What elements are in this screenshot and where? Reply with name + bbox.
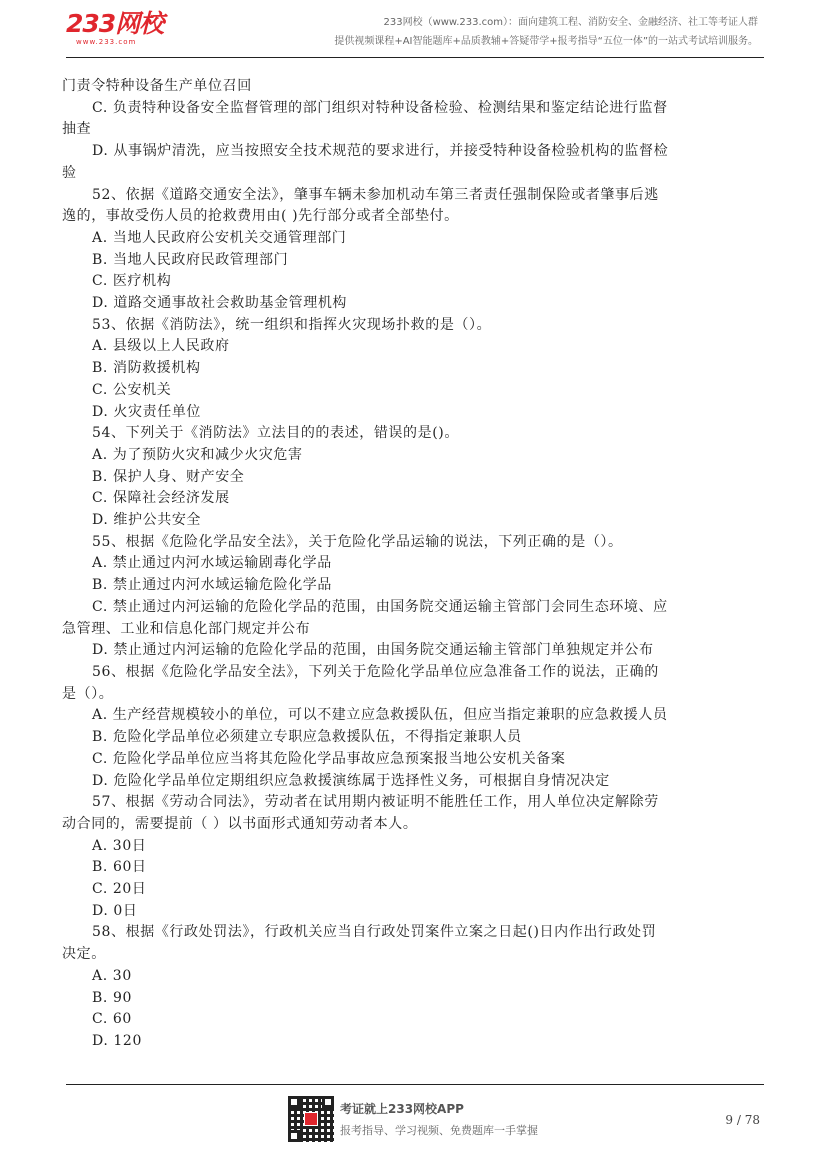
text-line: 52、依据《道路交通安全法》，肇事车辆未参加机动车第三者责任强制保险或者肇事后逃 [92,186,659,203]
footer-divider [66,1084,764,1085]
text-line: D. 从事锅炉清洗，应当按照安全技术规范的要求进行，并接受特种设备检验机构的监督检 [92,143,669,160]
text-line: D. 道路交通事故社会救助基金管理机构 [92,295,348,312]
header-line-1: 233网校（www.233.com）：面向建筑工程、消防安全、金融经济、社工等考证人群 [383,17,758,28]
qr-code-icon [288,1096,334,1142]
text-line: D. 禁止通过内河运输的危险化学品的范围，由国务院交通运输主管部门单独规定并公布 [92,642,654,659]
text-line: C. 医疗机构 [92,273,172,290]
footer-promo [340,1100,538,1140]
text-line: 55、根据《危险化学品安全法》，关于危险化学品运输的说法，下列正确的是（）。 [92,533,623,550]
text-line: D. 120 [92,1032,142,1049]
text-line: C. 保障社会经济发展 [92,490,230,507]
text-line: B. 当地人民政府民政管理部门 [92,251,289,268]
text-line: C. 公安机关 [92,381,172,398]
text-line: A. 禁止通过内河水域运输剧毒化学品 [92,555,332,572]
text-line: B. 禁止通过内河水域运输危险化学品 [92,577,332,594]
text-line: 急管理、工业和信息化部门规定并公布 [62,620,311,637]
header-description [334,13,758,51]
text-line: 抽查 [62,121,92,138]
text-line: 53、依据《消防法》，统一组织和指挥火灾现场扑救的是（）。 [92,316,492,333]
text-line: C. 20日 [92,881,147,898]
text-line: 逸的，事故受伤人员的抢救费用由( )先行部分或者全部垫付。 [62,208,459,225]
text-line: C. 60 [92,1011,132,1028]
footer-title: 考证就上233网校APP [340,1102,464,1116]
text-line: 门责令特种设备生产单位召回 [62,78,252,94]
text-line: A. 30 [92,967,132,984]
text-line: D. 维护公共安全 [92,512,202,529]
text-line: 验 [62,164,77,181]
text-line: A. 生产经营规模较小的单位，可以不建立应急救援队伍，但应当指定兼职的应急救援人员 [92,707,668,724]
document-body [62,76,770,1053]
text-line: 54、下列关于《消防法》立法目的的表述，错误的是()。 [92,425,459,442]
text-line: 是（）。 [62,685,114,702]
text-line: B. 90 [92,989,133,1006]
text-line: C. 禁止通过内河运输的危险化学品的范围，由国务院交通运输主管部门会同生态环境、应 [92,598,668,615]
text-line: A. 30日 [92,837,147,854]
text-line: C. 负责特种设备安全监督管理的部门组织对特种设备检验、检测结果和鉴定结论进行监督 [92,99,668,116]
text-line: D. 危险化学品单位定期组织应急救援演练属于选择性义务，可根据自身情况决定 [92,772,610,789]
text-line: B. 60日 [92,859,147,876]
text-line: 动合同的，需要提前（ ）以书面形式通知劳动者本人。 [62,815,418,832]
text-line: A. 当地人民政府公安机关交通管理部门 [92,229,347,246]
logo-text: 233网校 [66,9,164,38]
text-line: 56、根据《危险化学品安全法》，下列关于危险化学品单位应急准备工作的说法，正确的 [92,663,659,680]
text-line: 58、根据《行政处罚法》，行政机关应当自行政处罚案件立案之日起()日内作出行政处罚 [92,924,657,941]
text-line: 57、根据《劳动合同法》，劳动者在试用期内被证明不能胜任工作，用人单位决定解除劳 [92,794,659,811]
page-header [0,0,830,62]
text-line: C. 危险化学品单位应当将其危险化学品事故应急预案报当地公安机关备案 [92,750,566,767]
text-line: D. 火灾责任单位 [92,403,202,420]
text-line: 决定。 [62,946,106,963]
logo-url: www.233.com [76,38,137,46]
text-line: D. 0日 [92,902,138,919]
text-line: B. 消防救援机构 [92,360,201,377]
page-number: 9 / 78 [725,1113,760,1127]
header-line-2: 提供视频课程+AI智能题库+品质教辅+答疑带学+报考指导“五位一体”的一站式考试培训服务。 [334,36,758,47]
text-line: A. 县级以上人民政府 [92,338,230,355]
text-line: B. 保护人身、财产安全 [92,468,245,485]
text-line: B. 危险化学品单位必须建立专职应急救援队伍，不得指定兼职人员 [92,729,522,746]
text-line: A. 为了预防火灾和减少火灾危害 [92,446,303,463]
logo-233 [66,10,163,46]
footer-subtitle: 报考指导、学习视频、免费题库一手掌握 [340,1124,538,1137]
header-divider [66,57,764,58]
